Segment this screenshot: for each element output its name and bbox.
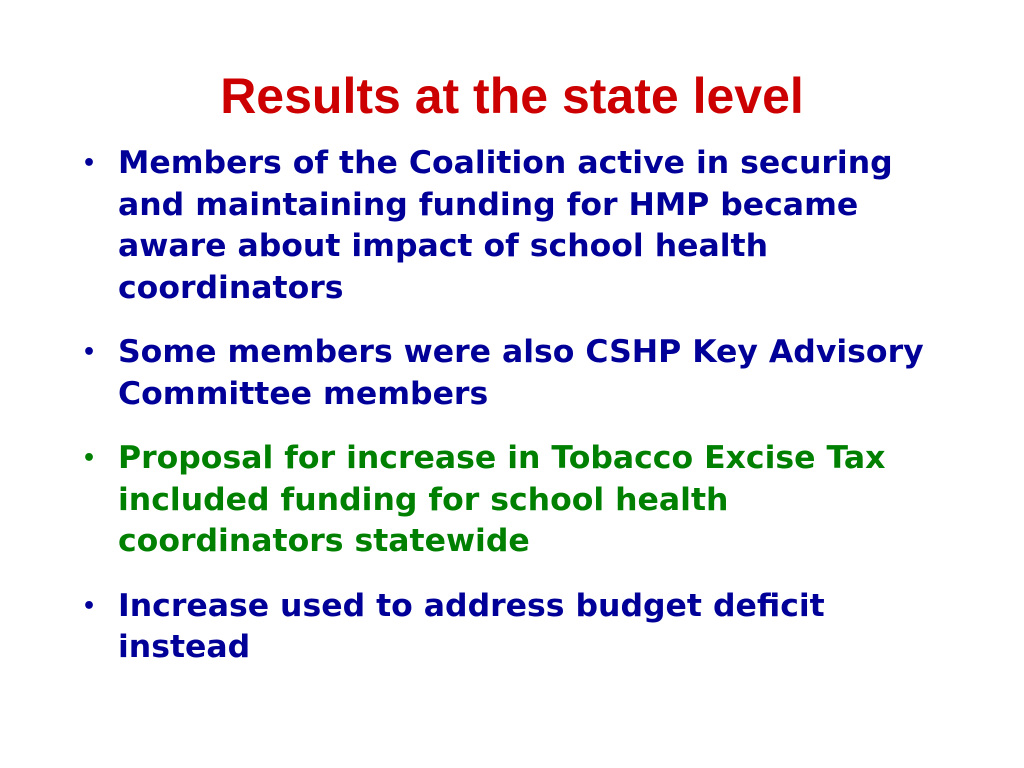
bullet-item <box>82 143 962 309</box>
bullet-list <box>82 143 962 692</box>
bullet-item <box>82 586 962 669</box>
bullet-item <box>82 438 962 563</box>
slide-title: Results at the state level <box>220 68 804 124</box>
bullet-marker: • <box>82 593 97 619</box>
bullet-marker: • <box>82 151 97 176</box>
bullet-text: Members of the Coalition active in securing and maintaining funding for HMP became aware about impact of school health coordinators <box>118 145 893 306</box>
bullet-item <box>82 332 962 415</box>
bullet-text: Increase used to address budget deficit instead <box>118 587 825 665</box>
bullet-text: Proposal for increase in Tobacco Excise Tax included funding for school health coordinators statewide <box>118 440 886 559</box>
bullet-marker: • <box>82 340 97 365</box>
bullet-text: Some members were also CSHP Key Advisory Committee members <box>118 334 924 412</box>
bullet-marker: • <box>82 446 97 471</box>
